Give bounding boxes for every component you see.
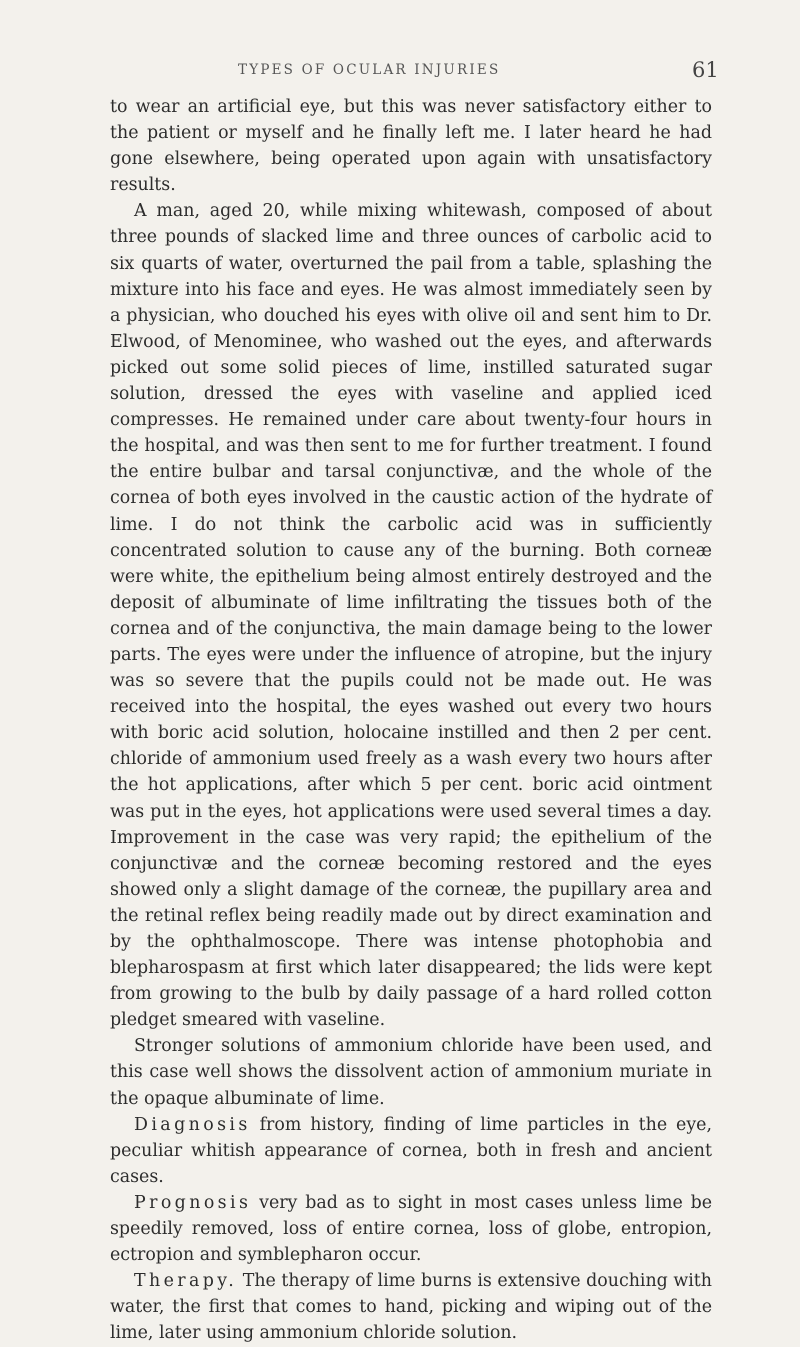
prognosis-heading: Prognosis — [134, 1192, 252, 1213]
therapy-paragraph — [110, 1268, 712, 1346]
therapy-heading: Therapy. — [134, 1271, 238, 1292]
paragraph: Stronger solutions of ammonium chloride have been used, and this case well shows the dissolvent action of ammonium muriate in the opaque albuminate of lime. — [110, 1036, 712, 1109]
therapy-text: The therapy of lime burns is extensive douching with water, the first that comes to hand, picking and wiping out of the lime, later using ammonium chloride solution. — [110, 1271, 712, 1344]
running-head-title: TYPES OF OCULAR INJURIES — [238, 62, 501, 78]
prognosis-text: very bad as to sight in most cases unless lime be speedily removed, loss of entire cornea, loss of globe, entropion, ectropion and symblepharon occur. — [110, 1192, 712, 1266]
diagnosis-heading: Diagnosis — [134, 1114, 251, 1135]
body-text — [110, 94, 712, 1347]
paragraph: A man, aged 20, while mixing whitewash, composed of about three pounds of slacked lime and three ounces of carbolic acid to six quarts of water, overturned the pail from a table, splashing the mixture into his face and eyes. He was almost immediately seen by a physician, who douched his eyes with olive oil and sent him to Dr. Elwood, of Menominee, who washed out the eyes, and afterwards picked out some solid pieces of lime, instilled saturated sugar solution, dressed the eyes with vaseline and applied iced compresses. He remained under care about twenty-four hours in the hospital, and was then sent to me for further treatment. I found the entire bulbar and tarsal conjunctivæ, and the whole of the cornea of both eyes involved in the caustic action of the hydrate of lime. I do not think the carbolic acid was in sufficiently concentrated solution to cause any of the burning. Both corneæ were white, the epithelium being almost entirely destroyed and the deposit of albuminate of lime infiltrating the tissues both of the cornea and of the conjunctiva, the main damage being to the lower parts. The eyes were under the influence of atropine, but the injury was so severe that the pupils could not be made out. He was received into the hospital, the eyes washed out every two hours with boric acid solution, holocaine instilled and then 2 per cent. chloride of ammonium used freely as a wash every two hours after the hot applications, after which 5 per cent. boric acid ointment was put in the eyes, hot applications were used several times a day. Improvement in the case was very rapid; the epithelium of the conjunctivæ and the corneæ becoming restored and the eyes showed only a slight damage of the corneæ, the pupillary area and the retinal reflex being readily made out by direct examination and by the ophthalmoscope. There was intense photophobia and blepharospasm at first which later disappeared; the lids were kept from growing to the bulb by daily passage of a hard rolled cotton pledget smeared with vaseline. — [110, 201, 712, 1031]
running-head — [0, 58, 800, 88]
prognosis-paragraph — [110, 1190, 712, 1268]
diagnosis-paragraph — [110, 1112, 712, 1190]
paragraph: to wear an artificial eye, but this was never satisfactory either to the patient or myself and he finally left me. I later heard he had gone elsewhere, being operated upon again with unsatisfactory results. — [110, 97, 712, 196]
page-number: 61 — [692, 58, 719, 82]
diagnosis-text: from history, finding of lime particles in the eye, peculiar whitish appearance of cornea, both in fresh and ancient cases. — [110, 1114, 712, 1187]
